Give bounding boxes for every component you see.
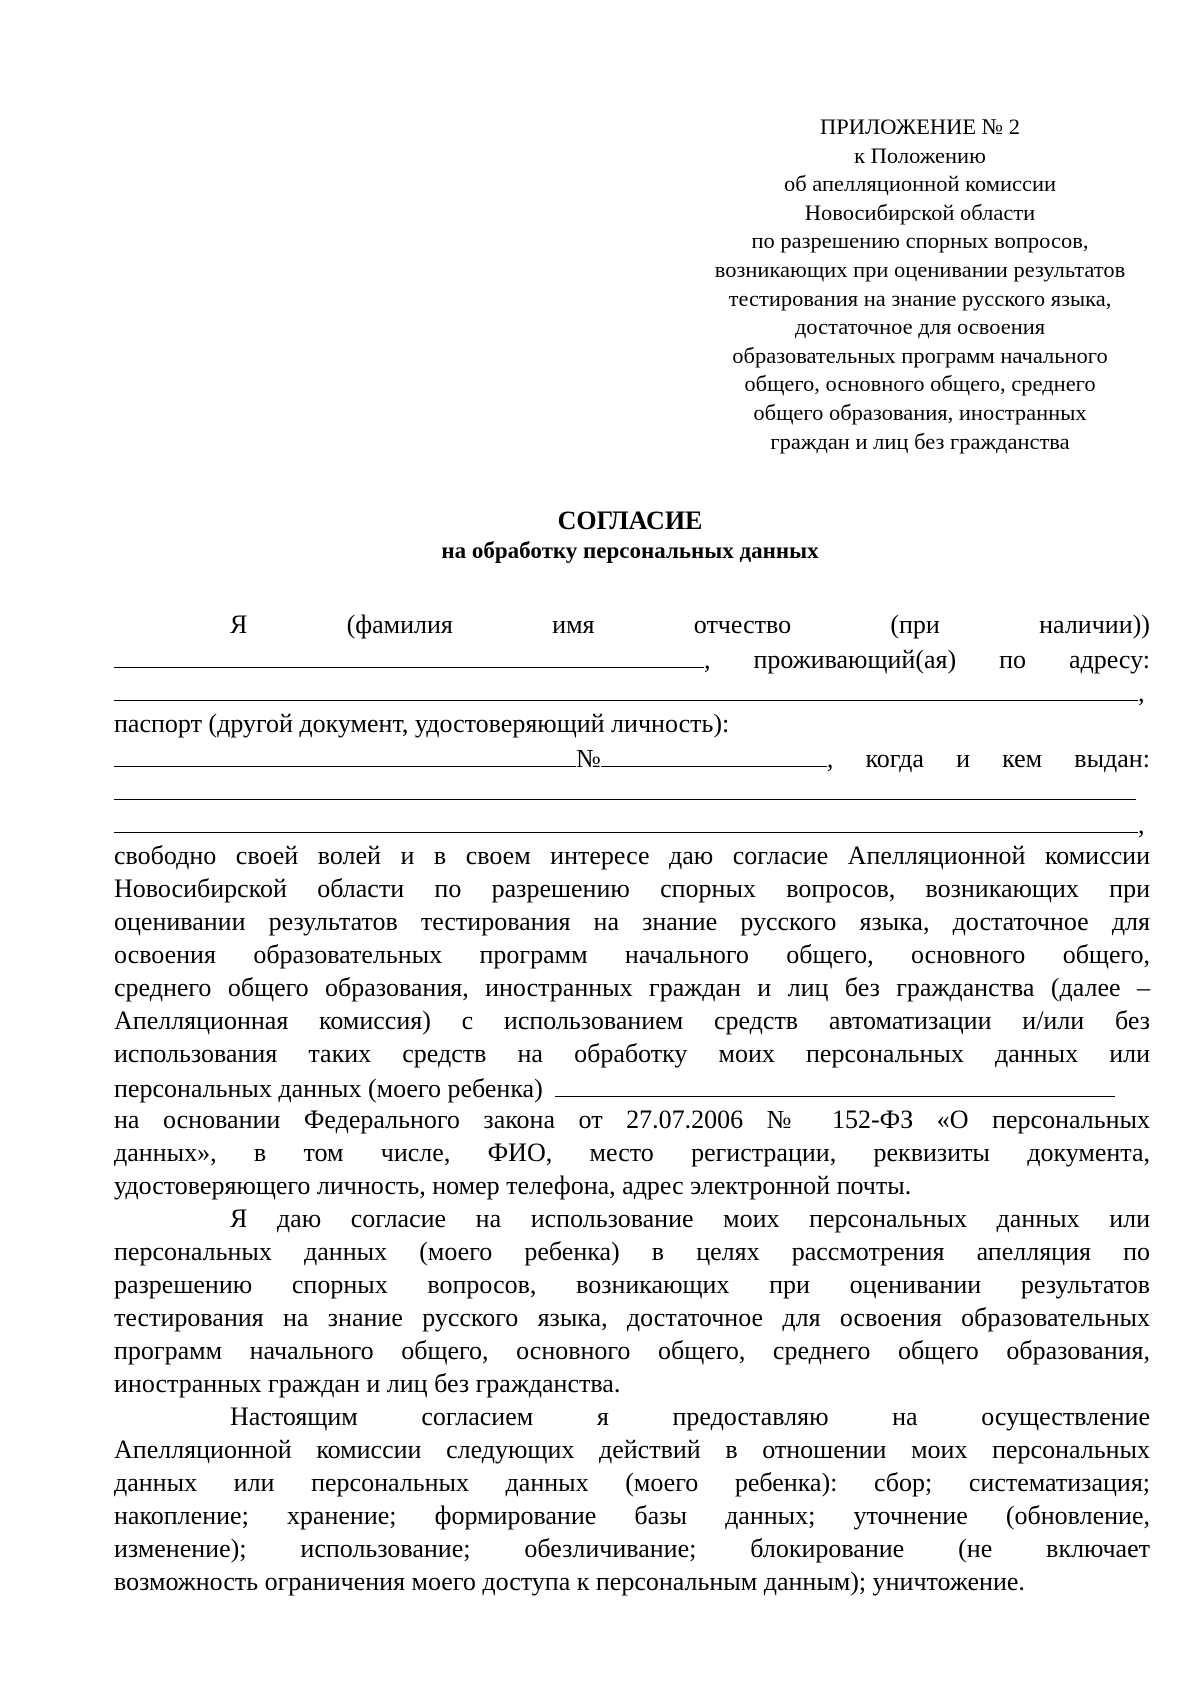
- child-label: персональных данных (моего ребенка): [114, 1074, 543, 1103]
- fullname-field[interactable]: [114, 641, 704, 668]
- appendix-line: общего образования, иностранных: [753, 399, 1087, 425]
- appendix-header: [700, 113, 1140, 456]
- paragraph-line: Апелляционная комиссия) с использованием средств автоматизации и/или без: [114, 1006, 1150, 1035]
- word-issued: выдан:: [1074, 744, 1150, 773]
- appendix-line: образовательных программ начального: [732, 342, 1108, 368]
- number-sign: №: [576, 744, 601, 773]
- word-surname: (фамилия: [346, 610, 453, 639]
- appendix-line: к Положению: [854, 142, 986, 168]
- paragraph-line: Настоящим согласием я предоставляю на осуществление: [230, 1402, 1150, 1431]
- child-name-field[interactable]: [555, 1070, 1115, 1097]
- form-line-issued-1: [114, 773, 1150, 806]
- appendix-line: по разрешению спорных вопросов,: [751, 228, 1089, 254]
- comma: ,: [1138, 810, 1145, 839]
- word-i: Я: [230, 610, 248, 639]
- issued-by-field[interactable]: [114, 773, 1136, 800]
- passport-label: паспорт (другой документ, удостоверяющий личность):: [114, 709, 730, 738]
- paragraph-line: свободно своей волей и в своем интересе даю согласие Апелляционной комиссии: [114, 841, 1150, 870]
- form-line-issued-2: [114, 806, 1150, 839]
- paragraph-line: разрешению спорных вопросов, возникающих при оценивании результатов: [114, 1270, 1150, 1299]
- passport-number-field[interactable]: [601, 740, 827, 767]
- paragraph-line: среднего общего образования, иностранных граждан и лиц без гражданства (далее –: [114, 973, 1150, 1002]
- paragraph-line: данных или персональных данных (моего ребенка): сбор; систематизация;: [114, 1468, 1150, 1497]
- form-line-fullname: [114, 641, 1150, 674]
- word-if: (при: [890, 610, 940, 639]
- issued-by-field-2[interactable]: [114, 806, 1138, 833]
- word-name: имя: [552, 610, 595, 639]
- appendix-line: достаточное для освоения: [794, 314, 1046, 340]
- paragraph-line: освоения образовательных программ начального общего, основного общего,: [114, 940, 1150, 969]
- paragraph-line: Апелляционной комиссии следующих действий в отношении моих персональных: [114, 1435, 1150, 1464]
- appendix-line: тестирования на знание русского языка,: [728, 285, 1112, 311]
- paragraph-line: иностранных граждан и лиц без гражданства.: [114, 1369, 621, 1398]
- appendix-line: граждан и лиц без гражданства: [770, 428, 1070, 454]
- paragraph-line: на основании Федерального закона от 27.07.2006 № 152-ФЗ «О персональных: [114, 1105, 1150, 1134]
- paragraph-line: использования таких средств на обработку моих персональных данных или: [114, 1039, 1150, 1068]
- paragraph-line: изменение); использование; обезличивание; блокирование (не включает: [114, 1534, 1150, 1563]
- appendix-line: ПРИЛОЖЕНИЕ № 2: [819, 114, 1021, 139]
- paragraph-line: персональных данных (моего ребенка) в целях рассмотрения апелляция по: [114, 1237, 1150, 1266]
- form-line-name-heading: [114, 608, 1150, 641]
- address-field[interactable]: [114, 674, 1138, 701]
- form-line-child: [114, 1070, 1150, 1103]
- appendix-line: об апелляционной комиссии: [783, 171, 1057, 197]
- appendix-line: общего, основного общего, среднего: [744, 371, 1096, 397]
- paragraph-line: возможность ограничения моего доступа к персональным данным); уничтожение.: [114, 1567, 1025, 1596]
- word-whom: кем: [1002, 744, 1043, 773]
- appendix-line: Новосибирской области: [804, 199, 1036, 225]
- paragraph-line: программ начального общего, основного общего, среднего общего образования,: [114, 1336, 1150, 1365]
- document-title: СОГЛАСИЕ: [557, 506, 703, 535]
- paragraph-line: оценивании результатов тестирования на знание русского языка, достаточное для: [114, 907, 1150, 936]
- paragraph-line: Я даю согласие на использование моих персональных данных или: [230, 1204, 1150, 1233]
- word-address: адресу:: [1068, 645, 1150, 674]
- paragraph-line: тестирования на знание русского языка, достаточное для освоения образовательных: [114, 1303, 1150, 1332]
- paragraph-line: данных», в том числе, ФИО, место регистрации, реквизиты документа,: [114, 1138, 1150, 1167]
- word-patronymic: отчество: [693, 610, 792, 639]
- word-residing: проживающий(ая): [753, 645, 957, 674]
- word-and: и: [956, 744, 970, 773]
- paragraph-line: накопление; хранение; формирование базы данных; уточнение (обновление,: [114, 1501, 1150, 1530]
- comma: ,: [826, 744, 834, 773]
- document-subtitle: на обработку персональных данных: [441, 538, 819, 563]
- passport-series-field[interactable]: [114, 740, 576, 767]
- paragraph-line: Новосибирской области по разрешению спорных вопросов, возникающих при: [114, 874, 1150, 903]
- comma: ,: [704, 645, 711, 674]
- paragraph-line: удостоверяющего личность, номер телефона, адрес электронной почты.: [114, 1171, 912, 1200]
- word-po: по: [999, 645, 1027, 674]
- form-line-address: [114, 674, 1150, 707]
- word-present: наличии)): [1039, 610, 1150, 639]
- word-when: когда: [865, 744, 924, 773]
- comma: ,: [1138, 678, 1145, 707]
- form-line-passport: [114, 740, 1150, 773]
- appendix-line: возникающих при оценивании результатов: [714, 256, 1126, 282]
